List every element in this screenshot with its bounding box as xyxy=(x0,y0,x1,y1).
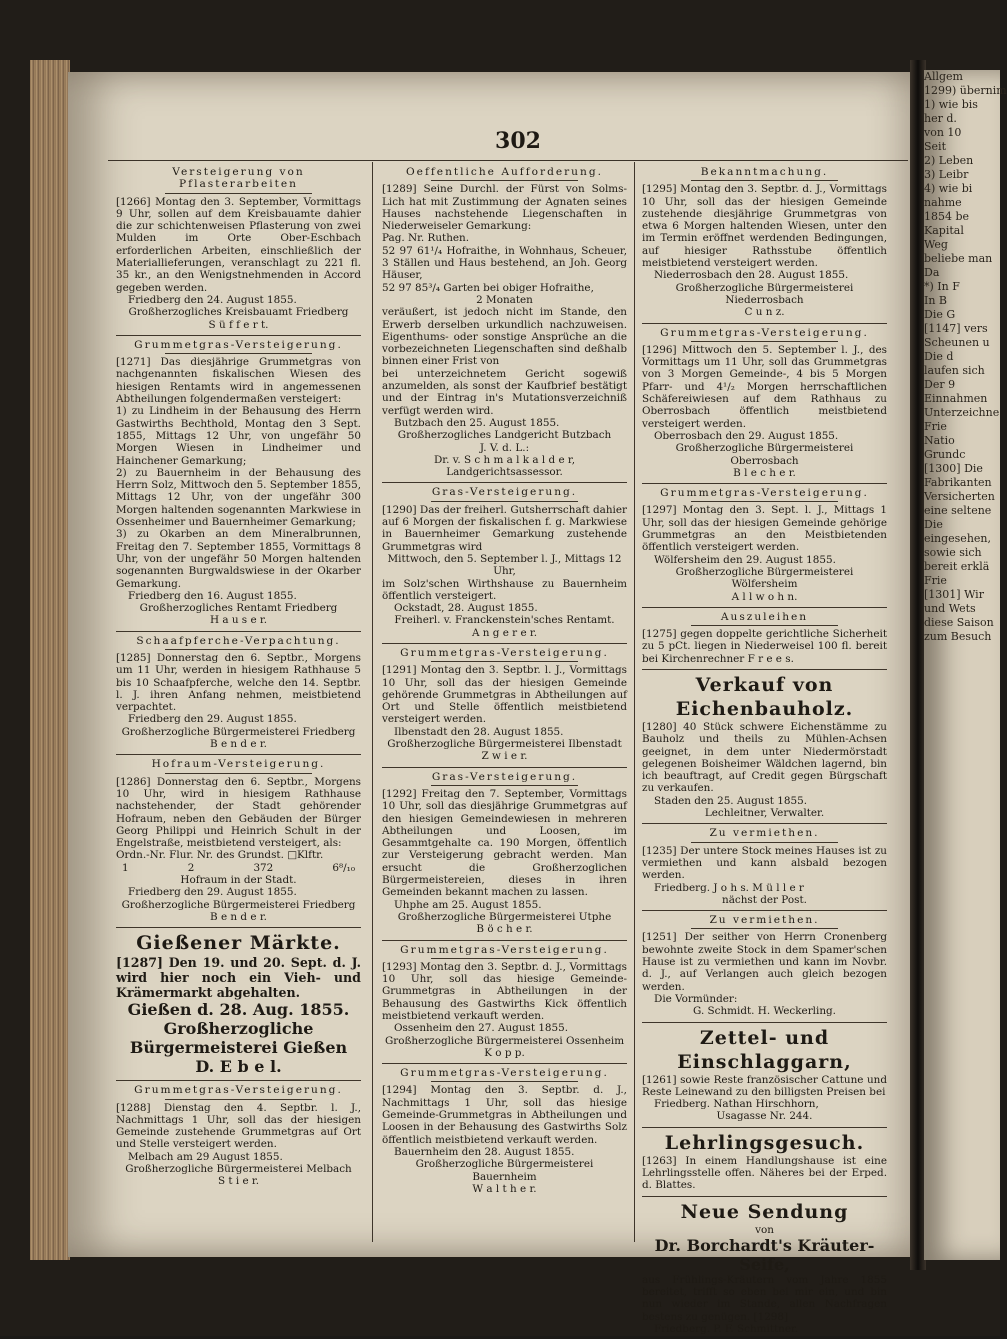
notice-signature: Landgerichtsassessor. xyxy=(446,466,563,479)
table-cell: 1 xyxy=(122,861,129,874)
notice-separator xyxy=(642,1022,887,1023)
adjacent-page-line: [1147] vers xyxy=(924,322,988,335)
notice-centered: Mittwoch, den 5. September l. J., Mittags 12 Uhr, xyxy=(387,552,622,578)
adjacent-page-line: beliebe man xyxy=(924,252,993,265)
notice-signature: H a u s e r. xyxy=(209,614,268,627)
notice-date: Niederrosbach den 28. August 1855. xyxy=(654,269,849,282)
adjacent-page-line: Einnahmen xyxy=(924,392,988,405)
notice-date: Ossenheim den 27. August 1855. xyxy=(394,1022,569,1035)
notice-body: [1263] In einem Handlungshause ist eine Lehrlingsstelle offen. Näheres bei der Erped. d. Blattes. xyxy=(642,1154,887,1192)
notice-signature: A n g e r e r. xyxy=(471,626,538,639)
notice-table-header: Ordn.-Nr. Flur. Nr. des Grundst. □Klftr. xyxy=(116,849,324,862)
notice-signature: K o p p. xyxy=(484,1046,525,1059)
notice-body: [1294] Montag den 3. Septbr. d. J., Nachmittags 1 Uhr, soll das hiesige Gemeinde-Grummetgras in Abtheilungen und Loosen in der Behausung des Gastwirths Solz öffentlich meistbietend verkauft werden. xyxy=(382,1084,627,1146)
notice-date: Wölfersheim den 29. August 1855. xyxy=(654,553,836,566)
adjacent-page-line: 3) Leibr xyxy=(924,168,969,181)
notice-signature: Großherzogliche Bürgermeisterei Ilbenstadt xyxy=(387,738,622,751)
adjacent-page-line: von 10 xyxy=(924,126,962,139)
notice xyxy=(116,339,361,627)
notice-signature: D. E b e l. xyxy=(195,1057,282,1077)
notice-date: Bauernheim den 28. August 1855. xyxy=(394,1145,575,1158)
notice-body: im Solz'schen Wirthshause zu Bauernheim öffentlich versteigert. xyxy=(382,577,627,602)
notice xyxy=(116,1084,361,1187)
notice-header: Zu vermiethen. xyxy=(642,827,887,842)
notice-separator xyxy=(642,607,887,608)
adjacent-page-line: diese Saison xyxy=(924,616,994,629)
notice xyxy=(642,1200,887,1336)
notice-date: Staden den 25. August 1855. xyxy=(654,794,808,807)
notice-date: Ilbenstadt den 28. August 1855. xyxy=(394,725,564,738)
adjacent-page-line: 1299) übernim xyxy=(924,84,1007,97)
adjacent-page-line: und Wets xyxy=(924,602,976,615)
notice xyxy=(382,647,627,763)
notice-display-title: Gießener Märkte. xyxy=(136,932,341,955)
notice xyxy=(642,487,887,603)
adjacent-page-line: 2) Leben xyxy=(924,154,974,167)
notice-signature: Großherzogliches Rentamt Friedberg xyxy=(139,602,338,615)
adjacent-page-line: eingesehen, xyxy=(924,532,991,545)
notice-signature: Dr. v. S c h m a l k a l d e r, xyxy=(433,453,576,466)
adjacent-page-line: her d. xyxy=(924,112,957,125)
column-divider xyxy=(372,162,373,1242)
notice-signature: S t i e r. xyxy=(217,1175,260,1188)
notice-signature: Großherzogliche Bürgermeisterei Oberrosbach xyxy=(675,442,854,467)
notice-signature: B e n d e r. xyxy=(210,910,267,923)
notice-body: [1266] Montag den 3. September, Vormittags 9 Uhr, sollen auf dem Kreisbauamte dahier die zur schichtenweisen Pflasterung von zwei Mulden im Orte Ober-Eschbach erforderlichen Arbeiten, einschließlich der Materiallieferungen, veranschlagt zu 221 fl. 35 kr., an den Wenigstnehmenden in Accord gegeben werden. xyxy=(116,195,361,294)
adjacent-page-line: Frie xyxy=(924,420,947,433)
notice-signature: Großherzogliche Bürgermeisterei Niederrosbach xyxy=(675,281,854,306)
notice-separator xyxy=(382,482,627,483)
notice xyxy=(116,931,361,1076)
notice-body: [1296] Mittwoch den 5. September l. J., des Vormittags um 11 Uhr, soll das Grummetgras von 3 Morgen Gemeinde-, 4 bis 5 Morgen Pfarr- und 4¹/₂ Morgen herrschaftlichen Schäfereiwiesen auf dem Rathhaus zu Oberrosbach öffentlich meistbietend versteigert werden. xyxy=(642,343,887,430)
notice xyxy=(642,1131,887,1192)
notice-table-note: Hofraum in der Stadt. xyxy=(180,874,297,887)
adjacent-page-line: Seit xyxy=(924,140,946,153)
notice-header: Grummetgras-Versteigerung. xyxy=(382,647,627,662)
notice-separator xyxy=(382,643,627,644)
notice-separator xyxy=(642,323,887,324)
adjacent-page-line: Unterzeichne xyxy=(924,406,1000,419)
notice-header: Auszuleihen xyxy=(642,611,887,626)
notice-separator xyxy=(382,940,627,941)
adjacent-page-line: Die G xyxy=(924,308,956,321)
notice-body: [1275] gegen doppelte gerichtliche Sicherheit zu 5 pCt. liegen in Niederweisel 100 fl. bereit bei Kirchenrechner F r e e s. xyxy=(642,628,887,665)
notice-date: Friedberg. P. F. Schmittner. xyxy=(654,1323,799,1336)
adjacent-page-line: [1300] Die xyxy=(924,462,983,475)
notice-signature: B e n d e r. xyxy=(210,738,267,751)
notice-body: [1280] 40 Stück schwere Eichenstämme zu Bauholz und theils zu Mühlen-Achsen geeignet, in dem unter Niedermörstadt gelegenen Boisheimer Wäldchen lagernd, bin ich beauftragt, auf Credit gegen Bürgschaft zu verkaufen. xyxy=(642,720,887,795)
adjacent-page-line: In B xyxy=(924,294,948,307)
column-divider xyxy=(634,162,635,1242)
adjacent-page-line: *) In F xyxy=(924,280,960,293)
notice-body: [1289] Seine Durchl. der Fürst von Solms-Lich hat mit Zustimmung der Agnaten seines Hauses nachstehende Liegenschaften in Niederweiseler Gemarkung: xyxy=(382,183,627,233)
notice-header: Versteigerung von Pflasterarbeiten xyxy=(116,166,361,194)
notice xyxy=(642,827,887,906)
notice-separator xyxy=(642,823,887,824)
notice-date: Die Vormünder: xyxy=(654,992,738,1005)
notice xyxy=(382,486,627,639)
notice-signature: Freiherl. v. Franckenstein'sches Rentamt. xyxy=(394,614,615,627)
table-cell: 6⁸/₁₀ xyxy=(332,861,355,874)
notice-header: Grummetgras-Versteigerung. xyxy=(642,487,887,502)
notice-separator xyxy=(382,767,627,768)
notice-date: Oberrosbach den 29. August 1855. xyxy=(654,429,839,442)
adjacent-page-line: Frie xyxy=(924,574,947,587)
adjacent-page-line: [1301] Wir xyxy=(924,588,984,601)
notice-list-item: 1) zu Lindheim in der Behausung des Herrn Gastwirths Bechthold, Montag den 3 Sept. 1855, Mittags 12 Uhr, von ungefähr 50 Morgen Wiesen in Lindheimer und Hainchener Gemarkung; xyxy=(116,405,361,467)
notice-body: [1251] Der seither von Herrn Cronenberg bewohnte zweite Stock in dem Spamer'schen Hause ist zu vermiethen und kann im Novbr. d. J., auf Verlangen auch gleich bezogen werden. xyxy=(642,931,887,993)
notice-header: Grummetgras-Versteigerung. xyxy=(382,944,627,959)
column-2 xyxy=(382,164,627,1199)
notice-date: Friedberg den 29. August 1855. xyxy=(128,713,297,726)
notice-signature: Lechleitner, Verwalter. xyxy=(704,807,825,820)
notice xyxy=(116,635,361,751)
notice-date: Uhphe am 25. August 1855. xyxy=(394,898,542,911)
notice-header: Zu vermiethen. xyxy=(642,914,887,929)
notice xyxy=(642,1026,887,1123)
notice-header: Bekanntmachung. xyxy=(642,166,887,181)
notice-date: Butzbach den 25. August 1855. xyxy=(394,416,560,429)
adjacent-page-line: Weg xyxy=(924,238,948,251)
adjacent-page-line: Da xyxy=(924,266,940,279)
notice-table-row xyxy=(116,862,361,874)
notice-date: Gießen d. 28. Aug. 1855. xyxy=(127,1000,350,1020)
adjacent-page-line: Natio xyxy=(924,434,955,447)
notice-body: [1235] Der untere Stock meines Hauses ist zu vermiethen und kann alsbald bezogen werden. xyxy=(642,844,887,882)
adjacent-page-line: nahme xyxy=(924,196,962,209)
notice-signature: Bürgermeisterei Gießen xyxy=(129,1038,348,1058)
table-cell: 372 xyxy=(253,861,274,874)
newspaper-page xyxy=(68,72,918,1336)
notice-separator xyxy=(116,631,361,632)
notice xyxy=(116,758,361,923)
notice-signature: nächst der Post. xyxy=(722,893,807,906)
notice-signature: Großherzogliche Bürgermeisterei Wölfersheim xyxy=(675,565,854,591)
notice-body: [1291] Montag den 3. Septbr. l. J., Vormittags 10 Uhr, soll das der hiesigen Gemeinde gehörende Grummetgras in Abtheilungen auf Ort und Stelle öffentlich meistbietend versteigert werden. xyxy=(382,664,627,726)
adjacent-page-line: eine seltene xyxy=(924,504,992,517)
adjacent-page-line: 4) wie bi xyxy=(924,182,973,195)
adjacent-page-line: zum Besuch xyxy=(924,630,992,643)
adjacent-page-line: Grundc xyxy=(924,448,966,461)
adjacent-page-line: Die d xyxy=(924,350,954,363)
adjacent-page-line: 1854 be xyxy=(924,210,970,223)
notice-header: Grummetgras-Versteigerung. xyxy=(642,327,887,342)
adjacent-page-line: sowie sich xyxy=(924,546,982,559)
notice-signature: Großherzogliche Bürgermeisterei Bauernheim xyxy=(415,1158,594,1183)
notice-table-row: 52 97 85³/₄ Garten bei obiger Hofraithe, xyxy=(382,281,594,294)
notice-signature: J. V. d. L.: xyxy=(479,441,530,454)
notice-signature: Großherzogliche Bürgermeisterei Friedberg xyxy=(121,725,356,738)
notice-body: aus Frühlings-Kräutern vom Jahre 1855 bereitet, trifft so eben bei mir ein, und bin nun wieder im Stande, allen Nachfragen bestens zu genügen. [1298] xyxy=(642,1273,887,1323)
notice xyxy=(382,771,627,936)
notice-header: Grummetgras-Versteigerung. xyxy=(116,1084,361,1099)
notice xyxy=(642,166,887,319)
notice-header: Schaafpferche-Verpachtung. xyxy=(116,635,361,650)
notice-signature: B l e c h e r. xyxy=(733,466,796,479)
notice-signature: B ö c h e r. xyxy=(476,923,533,936)
notice xyxy=(382,944,627,1060)
notice-separator xyxy=(642,1127,887,1128)
notice-date: Friedberg den 16. August 1855. xyxy=(128,589,297,602)
notice-separator xyxy=(116,754,361,755)
notice-signature: Großherzogliches Landgericht Butzbach xyxy=(397,429,612,442)
adjacent-page-line: Die xyxy=(924,518,943,531)
page-edges xyxy=(30,60,70,1260)
adjacent-page-line: bereit erklä xyxy=(924,560,990,573)
notice-separator xyxy=(116,1080,361,1081)
adjacent-page-line: laufen sich xyxy=(924,364,985,377)
notice-signature: Großherzogliches Kreisbauamt Friedberg xyxy=(128,306,349,319)
notice-signature: Z w i e r. xyxy=(481,750,528,763)
notice-signature: Großherzogliche Bürgermeisterei Friedberg xyxy=(121,898,356,911)
notice-body: [1271] Das diesjährige Grummetgras von nachgenannten fiskalischen Wiesen des hiesigen Rentamts wird in angemessenen Abtheilungen folgendermaßen versteigert: xyxy=(116,356,361,406)
notice-separator xyxy=(116,335,361,336)
notice-body: veräußert, ist jedoch nicht im Stande, den Erwerb derselben urkundlich nachzuweisen. Eigenthums- oder sonstige Ansprüche an die vorbezeichneten Liegenschaften sind deßhalb binnen einer Frist von xyxy=(382,306,627,368)
notice-body: [1297] Montag den 3. Sept. l. J., Mittags 1 Uhr, soll das der hiesigen Gemeinde gehörige Grummetgras an den Meistbietenden öffentlich versteigert werden. xyxy=(642,504,887,554)
notice-header: Grummetgras-Versteigerung. xyxy=(116,339,361,354)
notice xyxy=(382,1067,627,1195)
adjacent-page-line: Allgem xyxy=(924,70,963,83)
column-1 xyxy=(116,164,361,1192)
notice-signature: Großherzogliche xyxy=(163,1019,314,1039)
adjacent-page-line: 1) wie bis xyxy=(924,98,978,111)
notice xyxy=(642,914,887,1017)
notice-signature: W a l t h e r. xyxy=(472,1182,537,1195)
column-3 xyxy=(642,164,887,1339)
adjacent-page-line: Versicherten xyxy=(924,490,995,503)
adjacent-page-fragment xyxy=(924,70,1007,1260)
table-cell: 2 xyxy=(187,861,195,874)
notice-separator xyxy=(382,1063,627,1064)
notice-body: [1287] Den 19. und 20. Sept. d. J. wird hier noch ein Vieh- und Krämermarkt abgehalten. xyxy=(116,955,361,1001)
notice-signature: Usagasse Nr. 244. xyxy=(716,1110,813,1123)
notice-date: Friedberg. Nathan Hirschhorn, xyxy=(654,1098,819,1111)
notice-body: [1293] Montag den 3. Septbr. d. J., Vormittags 10 Uhr, soll das hiesige Gemeinde-Grummetgras in Abtheilungen in der Behausung des Gastwirths Kick öffentlich meistbietend verkauft werden. xyxy=(382,960,627,1022)
notice-centered: 2 Monaten xyxy=(476,293,533,306)
notice-body: [1286] Donnerstag den 6. Septbr., Morgens 10 Uhr, wird in hiesigem Rathhause nachstehender, der Stadt gehörender Hofraum, neben den Gebäuden der Bürger Georg Philippi und Heinrich Schult in der Engelstraße, meistbietend versteigert, als: xyxy=(116,775,361,850)
notice-centered: von xyxy=(755,1223,774,1236)
notice-signature: G. Schmidt. H. Weckerling. xyxy=(693,1005,836,1018)
notice-body: [1288] Dienstag den 4. Septbr. l. J., Nachmittags 1 Uhr, soll das der hiesigen Gemeinde zustehende Grummetgras auf Ort und Stelle versteigert werden. xyxy=(116,1101,361,1151)
notice xyxy=(642,611,887,665)
notice-header: Gras-Versteigerung. xyxy=(382,771,627,786)
notice-display-title: Neue Sendung xyxy=(680,1200,849,1223)
notice-date: Friedberg den 24. August 1855. xyxy=(128,293,297,306)
notice-signature: A l l w o h n. xyxy=(731,590,798,603)
adjacent-page-line: Fabrikanten xyxy=(924,476,992,489)
notice-header: Grummetgras-Versteigerung. xyxy=(382,1067,627,1082)
adjacent-page-line: Kapital xyxy=(924,224,964,237)
notice-list-item: 3) zu Okarben an dem Mineralbrunnen, Freitag den 7. September 1855, Vormittags 8 Uhr, von der ungefähr 50 Morgen haltenden sogenannten Burgwaldswiese in der Okarber Gemarkung. xyxy=(116,528,361,590)
notice-header: Oeffentliche Aufforderung. xyxy=(382,166,627,181)
notice-separator xyxy=(642,669,887,670)
adjacent-page-line: Scheunen u xyxy=(924,336,990,349)
notice-list-item: 2) zu Bauernheim in der Behausung des Herrn Solz, Mittwoch den 5. September 1855, Mittags 12 Uhr, von der ungefähr 300 Morgen haltenden sogenannten Markwiese in Ossenheimer und Bauernheimer Gemarkung; xyxy=(116,466,361,529)
page-number: 302 xyxy=(495,128,541,154)
notice xyxy=(116,166,361,331)
notice-display-title: Lehrlingsgesuch. xyxy=(664,1131,865,1154)
notice-date: Melbach am 29 August 1855. xyxy=(128,1150,283,1163)
notice xyxy=(642,327,887,480)
notice-header: Gras-Versteigerung. xyxy=(382,486,627,501)
notice-display-subtitle: Dr. Borchardt's Kräuter-Seife, xyxy=(654,1235,875,1274)
notice-table-header: Pag. Nr. Ruthen. xyxy=(382,232,470,245)
notice-date: Ockstadt, 28. August 1855. xyxy=(394,602,538,615)
notice-date: Friedberg. J o h s. M ü l l e r xyxy=(654,881,804,894)
notice xyxy=(382,166,627,478)
notice-body: [1295] Montag den 3. Septbr. d. J., Vormittags 10 Uhr, soll das der hiesigen Gemeinde zustehende diesjährige Grummetgras von etwa 6 Morgen haltenden Wiesen, unter den im Termin eröffnet werdenden Bedingungen, auf hiesiger Rathsstube öffentlich meistbietend versteigert werden. xyxy=(642,183,887,270)
notice-display-title: Zettel- und Einschlaggarn, xyxy=(677,1026,852,1073)
notice-body: [1261] sowie Reste französischer Cattune und Reste Leinewand zu den billigsten Preisen bei xyxy=(642,1073,887,1098)
notice-date: Friedberg den 29. August 1855. xyxy=(128,886,297,899)
notice-signature: C u n z. xyxy=(744,306,785,319)
notice-separator xyxy=(642,910,887,911)
notice-signature: Großherzogliche Bürgermeisterei Melbach xyxy=(125,1163,352,1175)
notice-separator xyxy=(642,1196,887,1197)
notice-separator xyxy=(642,483,887,484)
notice-signature: Großherzogliche Bürgermeisterei Ossenheim xyxy=(384,1034,625,1047)
notice-display-title: Verkauf von Eichenbauholz. xyxy=(675,673,854,720)
notice-signature: S ü f f e r t. xyxy=(208,318,269,331)
notice-signature: Großherzogliche Bürgermeisterei Utphe xyxy=(397,910,612,923)
notice-separator xyxy=(116,927,361,928)
notice-body: [1292] Freitag den 7. September, Vormittags 10 Uhr, soll das diesjährige Grummetgras auf den hiesigen Gemeindewiesen in mehreren Abtheilungen und Loosen, im Gesammtgehalte ca. 190 Morgen, öffentlich zur Versteigerung gebracht werden. Man ersucht die Großherzoglichen Bürgermeistereien, dieses in ihren Gemeinden bekannt machen zu lassen. xyxy=(382,787,627,899)
notice-body: [1285] Donnerstag den 6. Septbr., Morgens um 11 Uhr, werden in hiesigem Rathhause 5 bis 10 Schaafpferche, welche den 14. Septbr. l. J. ihren Anfang nehmen, meistbietend verpachtet. xyxy=(116,651,361,714)
notice-header: Hofraum-Versteigerung. xyxy=(116,758,361,773)
notice-table-row: 52 97 61¹/₄ Hofraithe, in Wohnhaus, Scheuer, 3 Ställen und Haus bestehend, an Joh. Georg Häuser, xyxy=(382,244,627,282)
header-rule xyxy=(108,160,908,161)
notice xyxy=(642,673,887,819)
notice-body: bei unterzeichnetem Gericht sogewiß anzumelden, als sonst der Kaufbrief bestätigt und der Eintrag in's Mutationsverzeichniß verfügt werden wird. xyxy=(382,367,627,417)
adjacent-page-line: Der 9 xyxy=(924,378,956,391)
notice-body: [1290] Das der freiherl. Gutsherrschaft dahier auf 6 Morgen der fiskalischen f. g. Markwiese in Bauernheimer Gemarkung zustehende Grummetgras wird xyxy=(382,503,627,553)
